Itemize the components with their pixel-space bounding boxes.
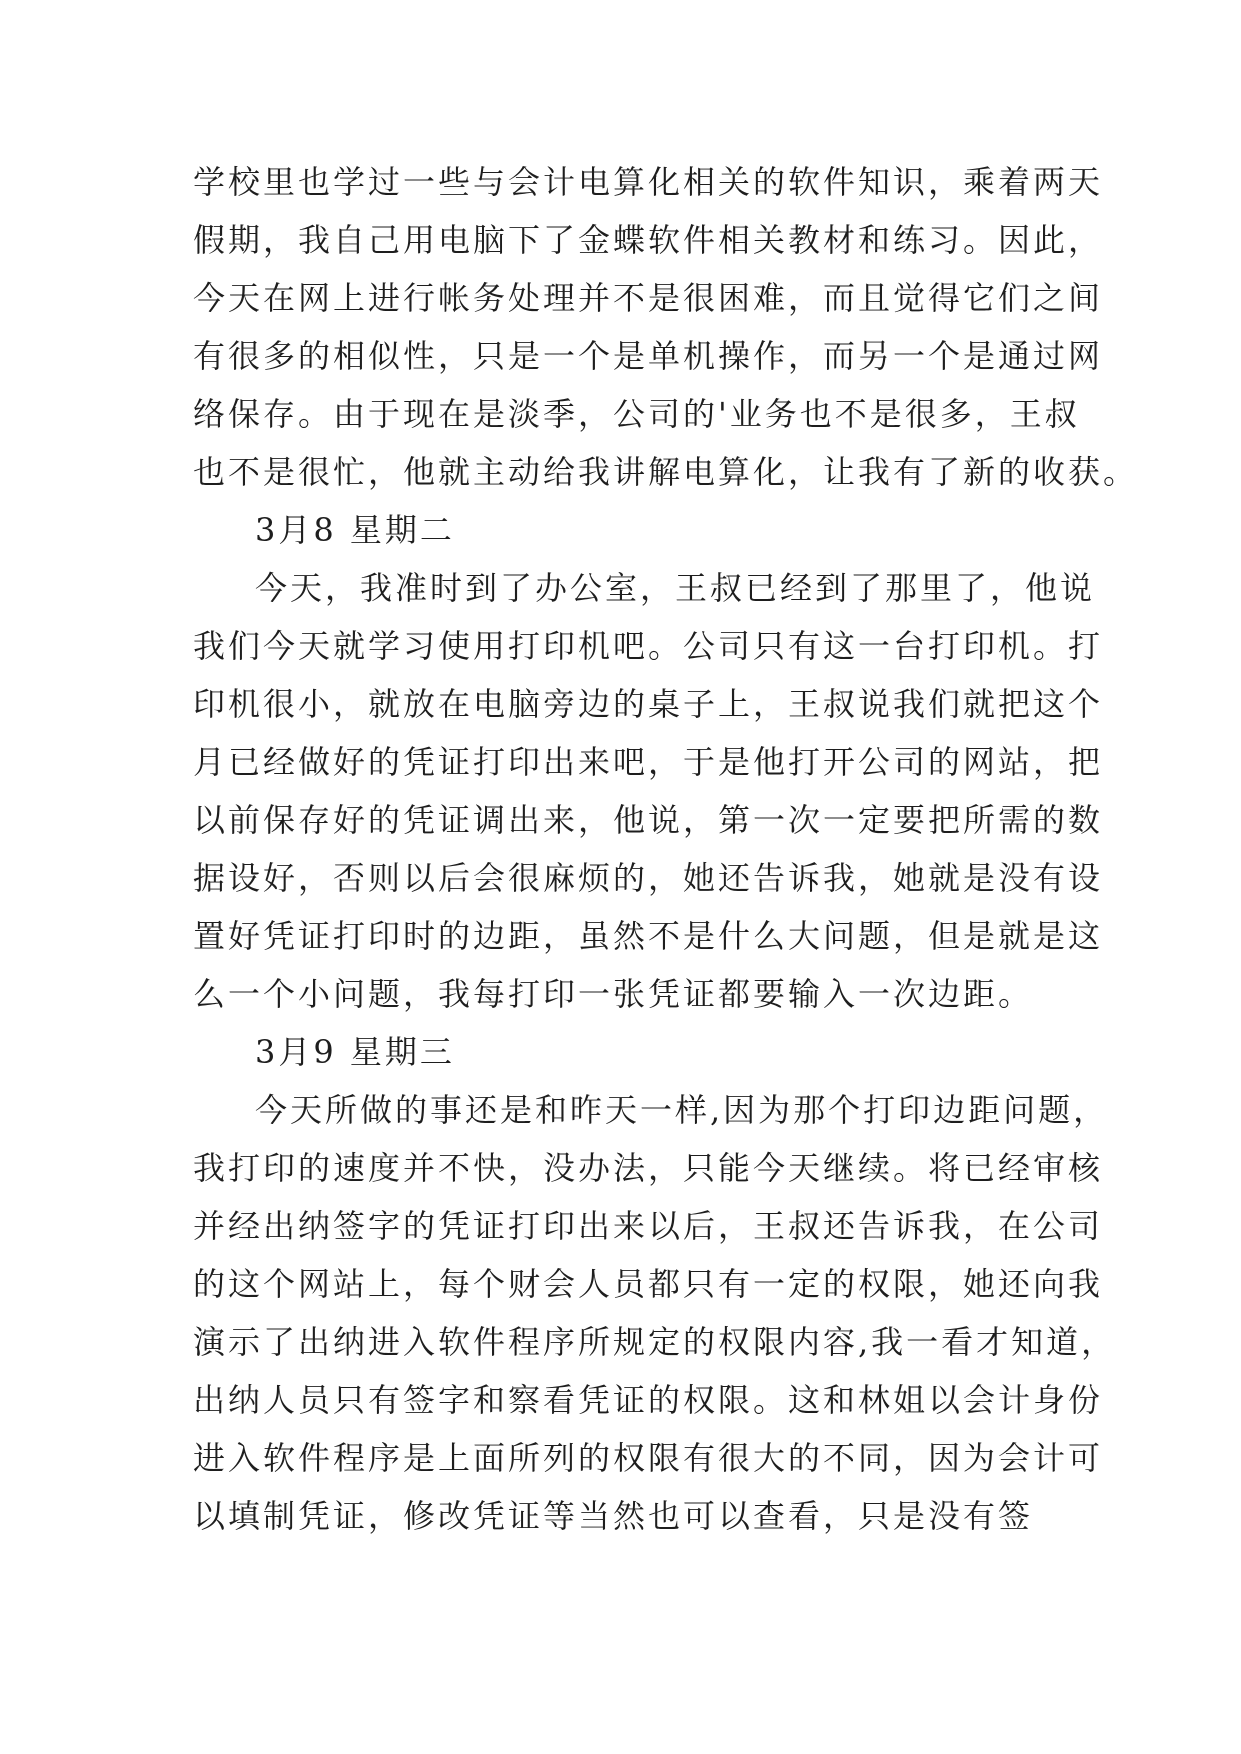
body-line: 我打印的速度并不快，没办法，只能今天继续。将已经审核: [193, 1149, 1104, 1187]
body-line: 据设好，否则以后会很麻烦的，她还告诉我，她就是没有设: [193, 859, 1104, 897]
body-line: 进入软件程序是上面所列的权限有很大的不同，因为会计可: [193, 1439, 1104, 1477]
body-line: 演示了出纳进入软件程序所规定的权限内容,我一看才知道，: [193, 1323, 1117, 1361]
body-line: 络保存。由于现在是淡季，公司的'业务也不是很多，王叔: [193, 395, 1080, 433]
body-line: 以前保存好的凭证调出来，他说，第一次一定要把所需的数: [193, 801, 1104, 839]
paragraph-first-line: 今天所做的事还是和昨天一样,因为那个打印边距问题，: [255, 1091, 1109, 1129]
body-line: 印机很小，就放在电脑旁边的桌子上，王叔说我们就把这个: [193, 685, 1104, 723]
body-line: 学校里也学过一些与会计电算化相关的软件知识，乘着两天: [193, 163, 1104, 201]
body-line: 的这个网站上，每个财会人员都只有一定的权限，她还向我: [193, 1265, 1104, 1303]
document-body: [193, 153, 1139, 1545]
body-line: 置好凭证打印时的边距，虽然不是什么大问题，但是就是这: [193, 917, 1104, 955]
body-line: 么一个小问题，我每打印一张凭证都要输入一次边距。: [193, 975, 1034, 1013]
body-line: 我们今天就学习使用打印机吧。公司只有这一台打印机。打: [193, 627, 1104, 665]
date-heading: 3月8 星期二: [255, 511, 455, 549]
body-line: 有很多的相似性，只是一个是单机操作，而另一个是通过网: [193, 337, 1104, 375]
date-heading: 3月9 星期三: [255, 1033, 455, 1071]
paragraph-first-line: 今天，我准时到了办公室，王叔已经到了那里了，他说: [255, 569, 1096, 607]
body-line: 出纳人员只有签字和察看凭证的权限。这和林姐以会计身份: [193, 1381, 1104, 1419]
body-line: 月已经做好的凭证打印出来吧，于是他打开公司的网站，把: [193, 743, 1104, 781]
body-line: 并经出纳签字的凭证打印出来以后，王叔还告诉我，在公司: [193, 1207, 1104, 1245]
body-line: 也不是很忙，他就主动给我讲解电算化，让我有了新的收获。: [193, 453, 1139, 491]
body-line: 假期，我自己用电脑下了金蝶软件相关教材和练习。因此，: [193, 221, 1104, 259]
body-line: 今天在网上进行帐务处理并不是很困难，而且觉得它们之间: [193, 279, 1104, 317]
body-line: 以填制凭证，修改凭证等当然也可以查看，只是没有签: [193, 1497, 1034, 1535]
